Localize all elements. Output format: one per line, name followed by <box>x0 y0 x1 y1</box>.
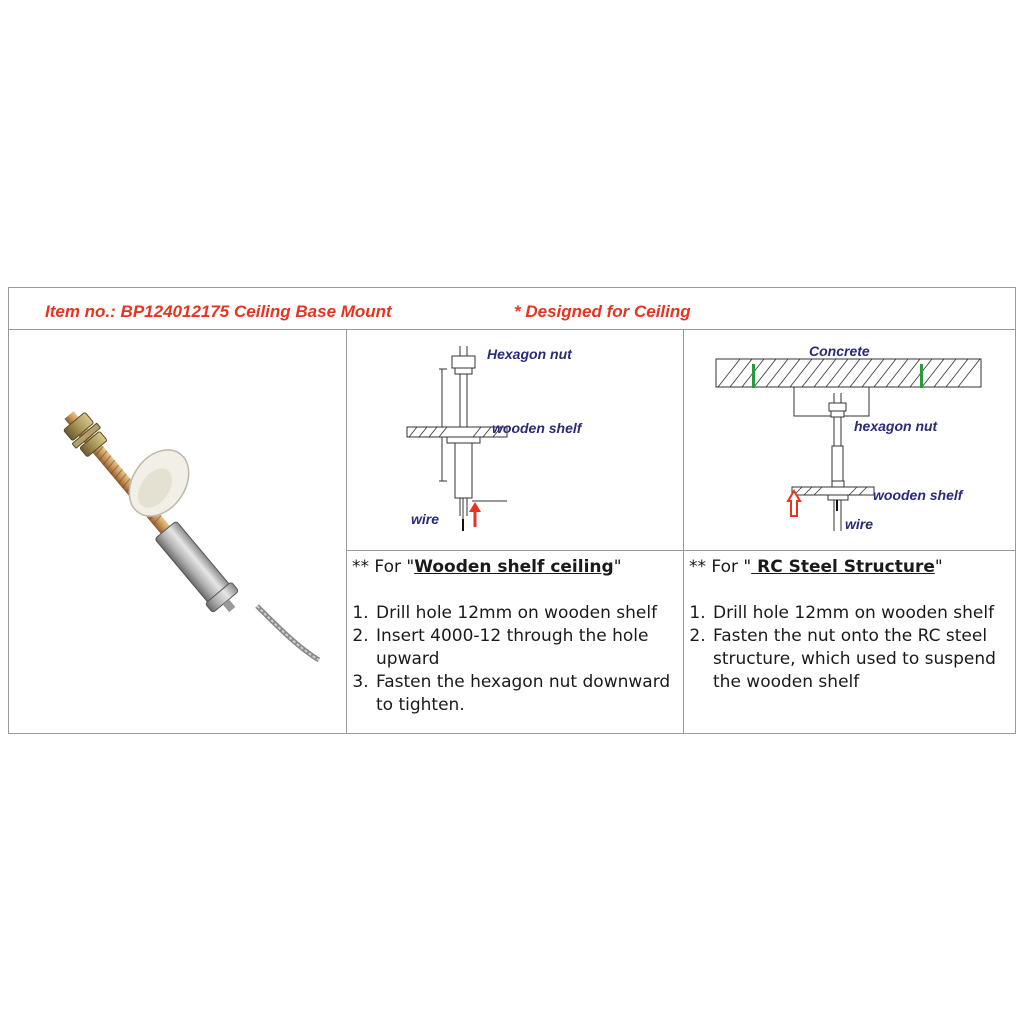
label-wooden-shelf: wooden shelf <box>492 420 582 436</box>
label-wire-rc: wire <box>845 516 874 532</box>
ceiling-base-mount-photo <box>9 330 346 734</box>
rc-steel-diagram <box>684 331 1015 550</box>
panel-wooden-title <box>352 556 682 579</box>
step: 2. Insert 4000-12 through the hole upward <box>374 625 682 671</box>
label-concrete: Concrete <box>809 343 870 359</box>
panel-rc-steel <box>689 556 1015 694</box>
label-wooden-shelf-rc: wooden shelf <box>873 487 963 503</box>
step: 1. Drill hole 12mm on wooden shelf <box>711 602 1015 625</box>
panel-wooden-shelf <box>352 556 682 717</box>
header-row <box>9 288 1015 330</box>
step: 1. Drill hole 12mm on wooden shelf <box>374 602 682 625</box>
rc-steps <box>689 602 1015 694</box>
item-number: Item no.: BP124012175 Ceiling Base Mount <box>45 302 392 321</box>
label-hexagon-nut: Hexagon nut <box>487 346 572 362</box>
step: 2. Fasten the nut onto the RC steel structure, which used to suspend the wooden shelf <box>711 625 1015 694</box>
wooden-shelf-diagram <box>347 331 683 550</box>
title-main: Wooden shelf ceiling <box>414 557 614 577</box>
title-main: RC Steel Structure <box>751 557 935 577</box>
panel-rc-title <box>689 556 1015 579</box>
product-photo <box>9 330 346 734</box>
title-prefix: ** For " <box>689 557 752 577</box>
label-hexagon-nut-rc: hexagon nut <box>854 418 938 434</box>
wooden-steps <box>352 602 682 717</box>
label-wire: wire <box>411 511 440 527</box>
design-note: * Designed for Ceiling <box>514 302 691 321</box>
title-suffix: " <box>613 557 622 577</box>
title-prefix: ** For " <box>352 557 415 577</box>
title-suffix: " <box>934 557 943 577</box>
divider-horizontal <box>346 550 1015 551</box>
wooden-shelf-drawing <box>347 331 683 550</box>
step: 3. Fasten the hexagon nut downward to tighten. <box>374 671 682 717</box>
product-sheet <box>8 287 1016 734</box>
